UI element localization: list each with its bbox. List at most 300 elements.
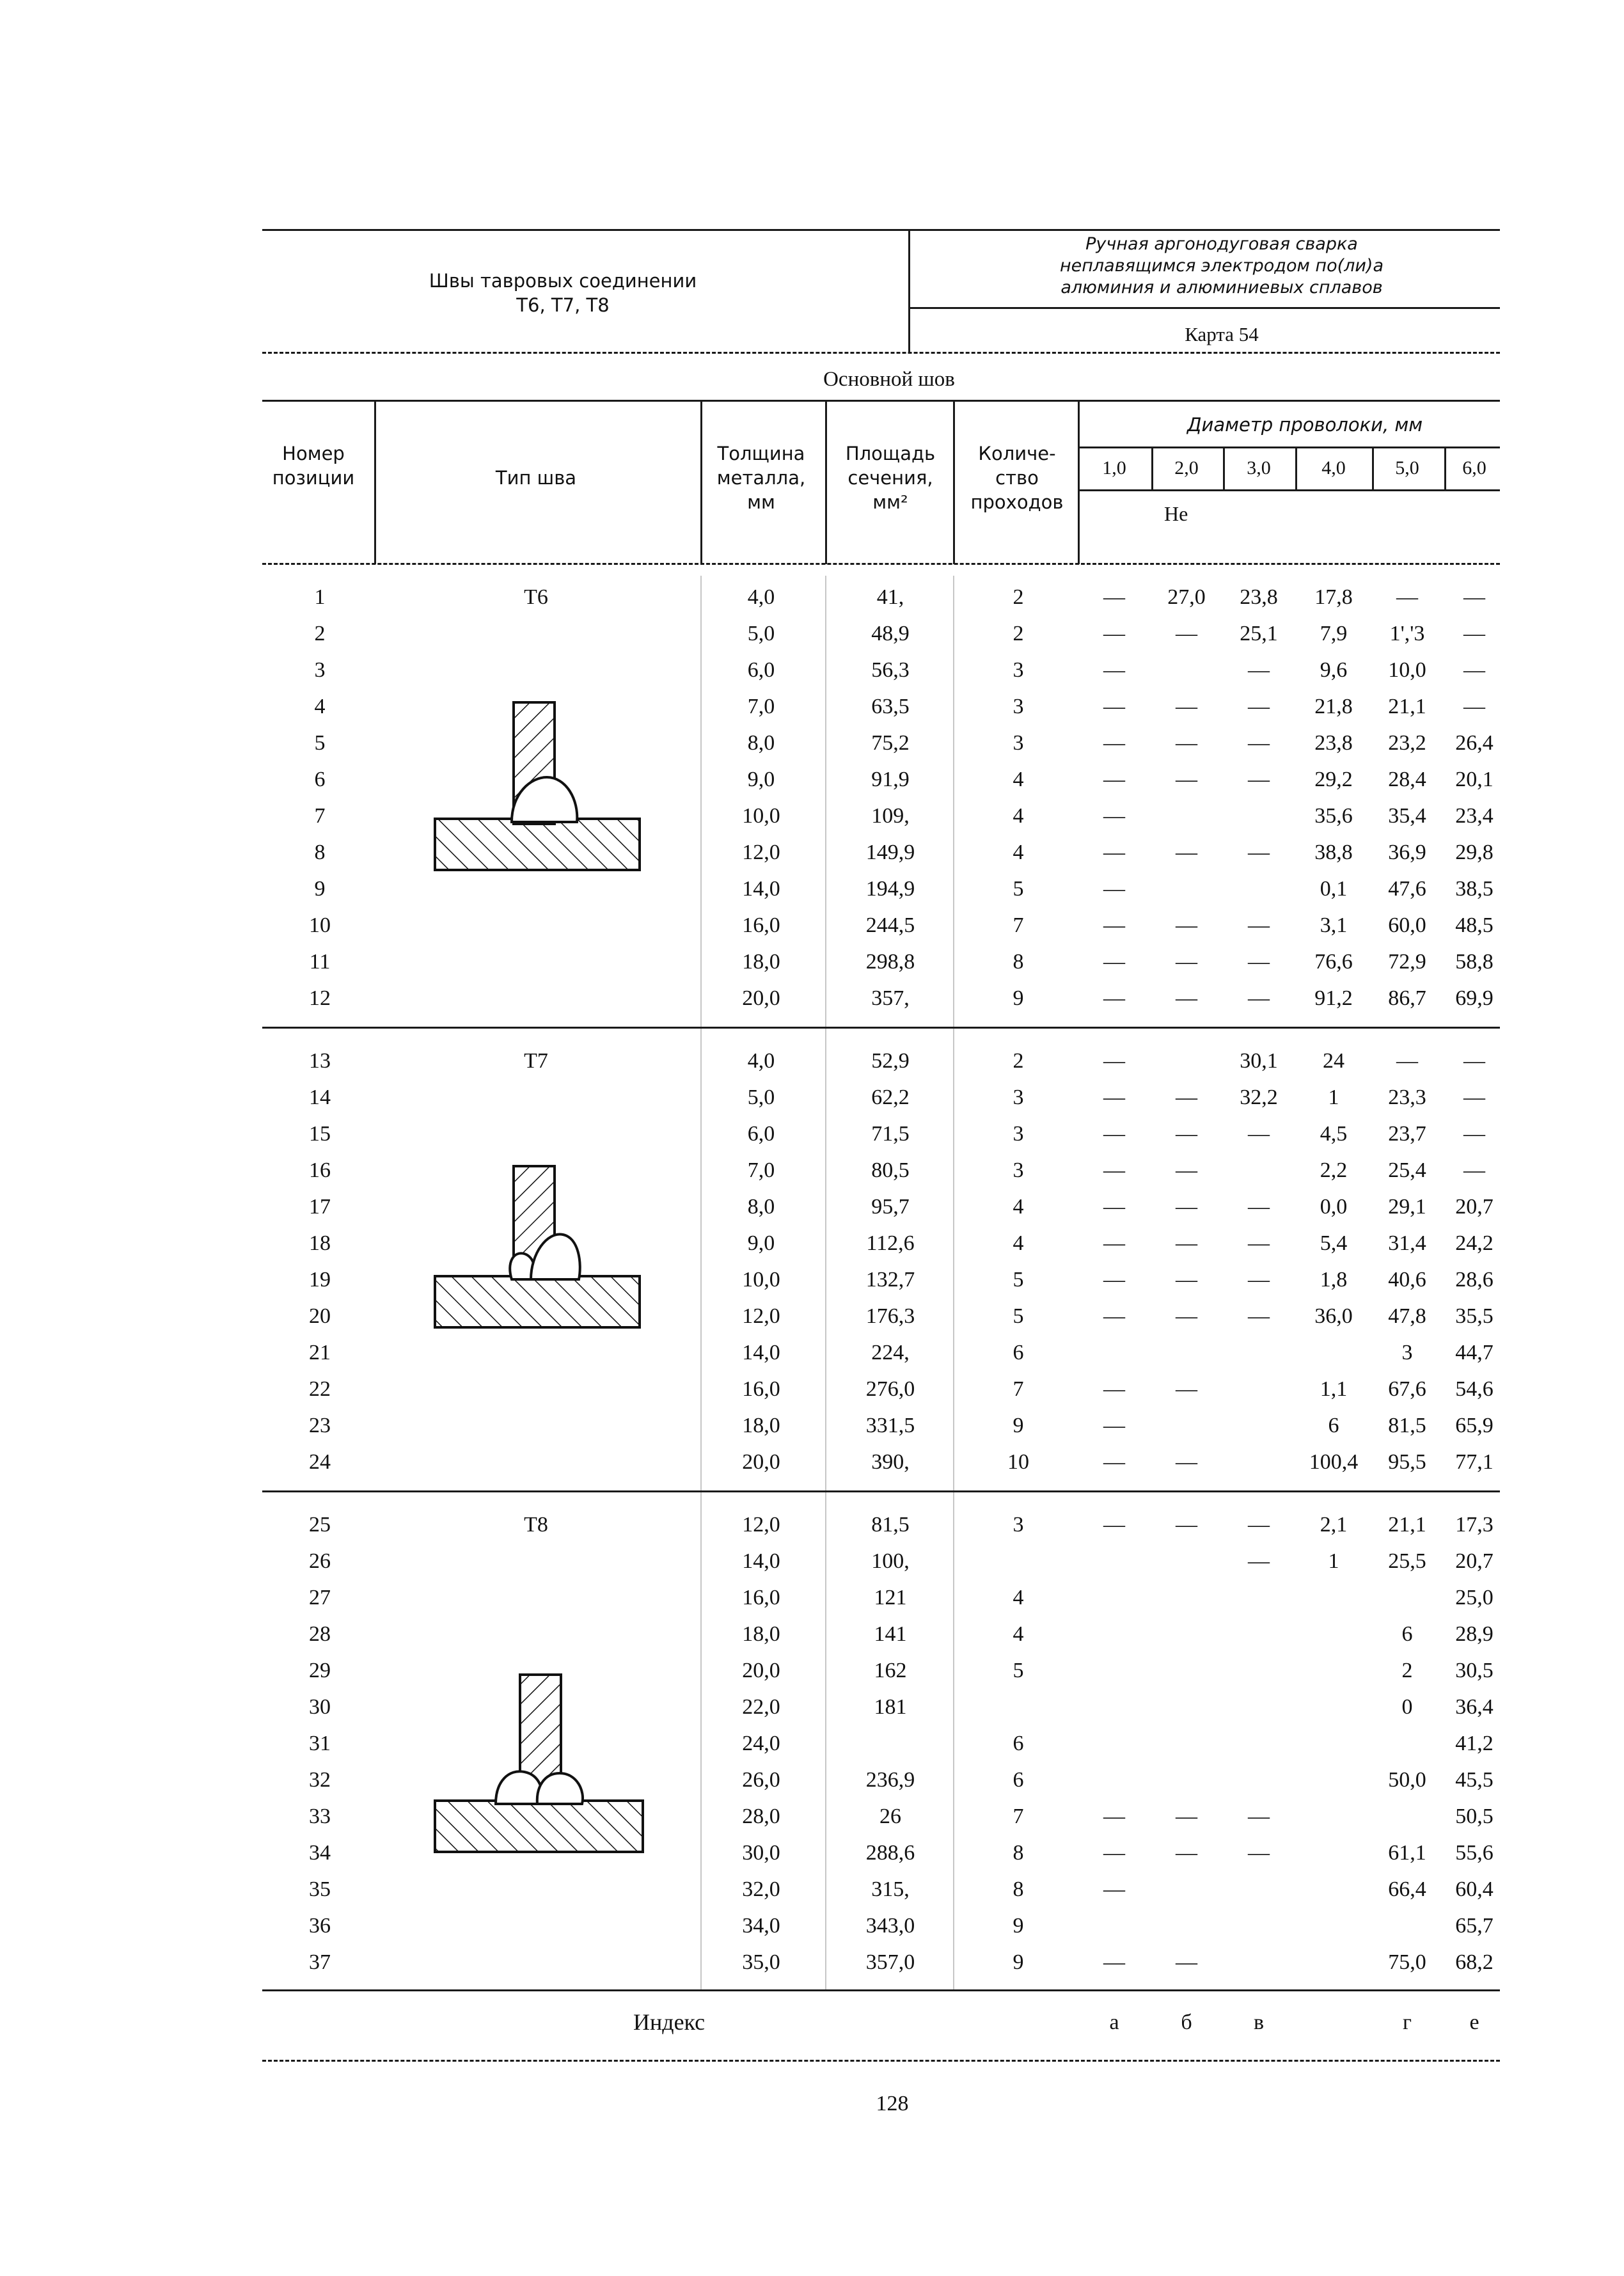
- cell-d5: 25,4: [1388, 1158, 1426, 1182]
- cell-d5: 23,7: [1388, 1122, 1426, 1146]
- vline-5: [1078, 400, 1080, 564]
- rule-diameter-bottom: [1078, 489, 1500, 491]
- cell-position: 10: [309, 913, 331, 937]
- cell-passes: 8: [1013, 1877, 1024, 1901]
- cell-passes: 3: [1013, 731, 1024, 755]
- index-letter: е: [1469, 2011, 1479, 2034]
- cell-position: 37: [309, 1950, 331, 1974]
- cell-d3: —: [1248, 1195, 1270, 1219]
- cell-d6: 20,7: [1455, 1195, 1494, 1219]
- cell-thickness: 9,0: [747, 1231, 775, 1255]
- cell-d3: —: [1248, 731, 1270, 755]
- cell-thickness: 12,0: [742, 841, 780, 864]
- doc-title-right-line3: алюминия и алюминиевых сплавов: [1060, 278, 1383, 297]
- cell-thickness: 10,0: [742, 1268, 780, 1292]
- cell-thickness: 10,0: [742, 804, 780, 828]
- cell-d1: —: [1103, 1950, 1125, 1974]
- col-header-diameter: Диаметр проволоки, мм: [1186, 414, 1423, 436]
- doc-title-left-line2: Т6, Т7, Т8: [516, 294, 610, 316]
- cell-position: 14: [309, 1086, 331, 1109]
- cell-d5: 35,4: [1388, 804, 1426, 828]
- cell-d4: 0,1: [1320, 877, 1348, 901]
- type-label-t8: Т8: [524, 1513, 548, 1537]
- cell-d6: 54,6: [1455, 1377, 1494, 1401]
- rule-top: [262, 229, 1500, 231]
- col-header-position: Номер позиции: [272, 443, 355, 489]
- cell-d6: 68,2: [1455, 1950, 1494, 1974]
- cell-position: 25: [309, 1513, 331, 1537]
- cell-area: 80,5: [871, 1158, 910, 1182]
- cell-d3: —: [1248, 1841, 1270, 1865]
- cell-passes: 9: [1013, 1950, 1024, 1974]
- cell-d4: 5,4: [1320, 1231, 1348, 1255]
- cell-d1: —: [1103, 950, 1125, 974]
- cell-d2: —: [1176, 768, 1197, 791]
- cell-passes: 2: [1013, 1049, 1024, 1073]
- cell-thickness: 7,0: [747, 695, 775, 718]
- cell-d1: —: [1103, 877, 1125, 901]
- cell-area: 288,6: [865, 1841, 915, 1865]
- cell-passes: 3: [1013, 695, 1024, 718]
- cell-d5: 36,9: [1388, 841, 1426, 864]
- cell-d5: 28,4: [1388, 768, 1426, 791]
- rule-group-2: [262, 1490, 1500, 1492]
- diameter-label: 3,0: [1247, 457, 1271, 478]
- cell-d6: 65,7: [1455, 1914, 1494, 1938]
- cell-d3: —: [1248, 1122, 1270, 1146]
- cell-position: 35: [309, 1877, 331, 1901]
- index-label: Индекс: [633, 2009, 706, 2035]
- diameter-label: 4,0: [1321, 457, 1346, 478]
- rule-section: [262, 400, 1500, 402]
- cell-d2: —: [1176, 1513, 1197, 1537]
- cell-area: 52,9: [871, 1049, 910, 1073]
- cell-position: 3: [314, 658, 326, 682]
- cell-thickness: 12,0: [742, 1304, 780, 1328]
- cell-d2: —: [1176, 986, 1197, 1010]
- cell-position: 24: [309, 1450, 331, 1474]
- cell-d5: 61,1: [1388, 1841, 1426, 1865]
- vline-4: [953, 400, 955, 564]
- cell-area: 48,9: [871, 622, 910, 645]
- cell-position: 4: [314, 695, 326, 718]
- cell-passes: 8: [1013, 950, 1024, 974]
- cell-d2: —: [1176, 1950, 1197, 1974]
- cell-d1: —: [1103, 1450, 1125, 1474]
- cell-passes: 4: [1013, 1622, 1024, 1646]
- cell-d6: 36,4: [1455, 1695, 1494, 1719]
- cell-thickness: 14,0: [742, 877, 780, 901]
- cell-thickness: 20,0: [742, 986, 780, 1010]
- doc-title-right-line2: неплавящимся электродом по(ли)а: [1060, 256, 1384, 276]
- cell-thickness: 20,0: [742, 1659, 780, 1682]
- column-separator: [825, 576, 826, 1989]
- cell-d1: —: [1103, 1122, 1125, 1146]
- cell-d1: —: [1103, 913, 1125, 937]
- index-letter: б: [1181, 2011, 1192, 2034]
- cell-d5: 6: [1401, 1622, 1413, 1646]
- type-label-t7: Т7: [524, 1049, 548, 1073]
- cell-position: 31: [309, 1732, 331, 1755]
- cell-area: 315,: [871, 1877, 910, 1901]
- cell-area: 176,3: [865, 1304, 915, 1328]
- doc-title-left-line1: Швы тавровых соединении: [429, 270, 697, 292]
- cell-position: 9: [314, 877, 326, 901]
- cell-d2: —: [1176, 841, 1197, 864]
- cell-d5: 47,6: [1388, 877, 1426, 901]
- rule-header-mid: [908, 307, 1500, 309]
- cell-d5: —: [1396, 1049, 1418, 1073]
- cell-d6: 28,6: [1455, 1268, 1494, 1292]
- cell-d5: 2: [1401, 1659, 1413, 1682]
- index-letter: в: [1253, 2011, 1265, 2034]
- cell-thickness: 18,0: [742, 950, 780, 974]
- cell-d1: —: [1103, 1841, 1125, 1865]
- cell-d4: 2,2: [1320, 1158, 1348, 1182]
- cell-thickness: 6,0: [747, 1122, 775, 1146]
- cell-d6: 24,2: [1455, 1231, 1494, 1255]
- cell-d1: —: [1103, 731, 1125, 755]
- doc-title-right: [1060, 233, 1384, 299]
- cell-d5: 60,0: [1388, 913, 1426, 937]
- cell-thickness: 28,0: [742, 1805, 780, 1828]
- cell-area: 91,9: [871, 768, 910, 791]
- cell-passes: 10: [1007, 1450, 1029, 1474]
- cell-d2: —: [1176, 1304, 1197, 1328]
- cell-d5: 95,5: [1388, 1450, 1426, 1474]
- cell-d1: —: [1103, 1086, 1125, 1109]
- cell-area: 162: [874, 1659, 907, 1682]
- cell-thickness: 14,0: [742, 1341, 780, 1364]
- cell-position: 13: [309, 1049, 331, 1073]
- cell-passes: 6: [1013, 1732, 1024, 1755]
- weld-diagram-t6: [435, 697, 646, 876]
- cell-position: 17: [309, 1195, 331, 1219]
- cell-thickness: 26,0: [742, 1768, 780, 1792]
- cell-thickness: 16,0: [742, 1586, 780, 1609]
- cell-d5: 31,4: [1388, 1231, 1426, 1255]
- rule-diameter-top: [1078, 447, 1500, 448]
- rule-header-end: [262, 563, 1500, 565]
- cell-d1: —: [1103, 986, 1125, 1010]
- cell-d3: —: [1248, 1805, 1270, 1828]
- rule-table-end: [262, 1989, 1500, 1991]
- cell-d1: —: [1103, 1304, 1125, 1328]
- diameter-separator: [1223, 447, 1225, 489]
- cell-d1: —: [1103, 1049, 1125, 1073]
- cell-area: 357,0: [865, 1950, 915, 1974]
- cell-d1: —: [1103, 1513, 1125, 1537]
- index-letter: а: [1109, 2011, 1119, 2034]
- section-title: Основной шов: [823, 368, 955, 391]
- cell-d3: —: [1248, 768, 1270, 791]
- cell-area: 75,2: [871, 731, 910, 755]
- cell-d5: 29,1: [1388, 1195, 1426, 1219]
- cell-area: 109,: [871, 804, 910, 828]
- cell-passes: 9: [1013, 986, 1024, 1010]
- cell-thickness: 8,0: [747, 731, 775, 755]
- cell-position: 33: [309, 1805, 331, 1828]
- cell-d2: —: [1176, 622, 1197, 645]
- cell-d6: 65,9: [1455, 1414, 1494, 1437]
- col-header-passes: Количе- ство проходов: [970, 443, 1064, 513]
- cell-position: 23: [309, 1414, 331, 1437]
- col-header-thickness: Толщина металла, мм: [716, 443, 806, 513]
- cell-d1: —: [1103, 804, 1125, 828]
- cell-passes: 3: [1013, 1158, 1024, 1182]
- cell-thickness: 34,0: [742, 1914, 780, 1938]
- cell-d3: —: [1248, 658, 1270, 682]
- rule-header-divider: [908, 229, 910, 352]
- cell-thickness: 14,0: [742, 1549, 780, 1573]
- cell-d1: —: [1103, 622, 1125, 645]
- cell-area: 331,5: [865, 1414, 915, 1437]
- cell-position: 27: [309, 1586, 331, 1609]
- cell-passes: 7: [1013, 913, 1024, 937]
- cell-position: 26: [309, 1549, 331, 1573]
- cell-d6: 50,5: [1455, 1805, 1494, 1828]
- cell-area: 244,5: [865, 913, 915, 937]
- cell-d1: —: [1103, 1877, 1125, 1901]
- cell-d2: —: [1176, 1086, 1197, 1109]
- diameter-separator: [1444, 447, 1446, 489]
- cell-d6: 60,4: [1455, 1877, 1494, 1901]
- cell-d4: 23,8: [1314, 731, 1353, 755]
- cell-d4: 35,6: [1314, 804, 1353, 828]
- cell-d5: 21,1: [1388, 1513, 1426, 1537]
- cell-d4: 2,1: [1320, 1513, 1348, 1537]
- cell-d4: 17,8: [1314, 585, 1353, 609]
- cell-d4: 7,9: [1320, 622, 1348, 645]
- cell-d1: —: [1103, 1231, 1125, 1255]
- cell-d1: —: [1103, 695, 1125, 718]
- cell-d6: 25,0: [1455, 1586, 1494, 1609]
- cell-passes: 7: [1013, 1805, 1024, 1828]
- cell-d5: 0: [1401, 1695, 1413, 1719]
- cell-d1: —: [1103, 1377, 1125, 1401]
- cell-area: 62,2: [871, 1086, 910, 1109]
- cell-thickness: 9,0: [747, 768, 775, 791]
- cell-d3: —: [1248, 1231, 1270, 1255]
- gas-label: Не: [1164, 502, 1188, 525]
- cell-passes: 4: [1013, 804, 1024, 828]
- cell-thickness: 5,0: [747, 622, 775, 645]
- diameter-label: 2,0: [1174, 457, 1199, 478]
- cell-d6: —: [1463, 658, 1485, 682]
- cell-passes: 3: [1013, 1513, 1024, 1537]
- cell-d2: —: [1176, 913, 1197, 937]
- cell-area: 132,7: [865, 1268, 915, 1292]
- cell-d2: 27,0: [1167, 585, 1206, 609]
- cell-d1: —: [1103, 841, 1125, 864]
- cell-thickness: 16,0: [742, 913, 780, 937]
- cell-passes: 8: [1013, 1841, 1024, 1865]
- cell-area: 390,: [871, 1450, 910, 1474]
- cell-thickness: 16,0: [742, 1377, 780, 1401]
- cell-d1: —: [1103, 1268, 1125, 1292]
- cell-area: 298,8: [865, 950, 915, 974]
- cell-area: 56,3: [871, 658, 910, 682]
- cell-position: 32: [309, 1768, 331, 1792]
- cell-position: 19: [309, 1268, 331, 1292]
- cell-d2: —: [1176, 695, 1197, 718]
- cell-area: 343,0: [865, 1914, 915, 1938]
- diameter-label: 1,0: [1102, 457, 1126, 478]
- cell-thickness: 32,0: [742, 1877, 780, 1901]
- cell-d2: —: [1176, 1195, 1197, 1219]
- cell-thickness: 22,0: [742, 1695, 780, 1719]
- col-header-type: Тип шва: [495, 467, 577, 489]
- cell-d1: —: [1103, 768, 1125, 791]
- cell-d3: 25,1: [1240, 622, 1278, 645]
- cell-passes: 4: [1013, 1586, 1024, 1609]
- cell-d4: 29,2: [1314, 768, 1353, 791]
- cell-d5: 23,3: [1388, 1086, 1426, 1109]
- cell-d4: 100,4: [1309, 1450, 1359, 1474]
- cell-position: 2: [314, 622, 326, 645]
- rule-header-bottom: [262, 352, 1500, 354]
- cell-d1: —: [1103, 585, 1125, 609]
- cell-passes: 9: [1013, 1414, 1024, 1437]
- cell-thickness: 18,0: [742, 1414, 780, 1437]
- cell-d5: 50,0: [1388, 1768, 1426, 1792]
- cell-thickness: 24,0: [742, 1732, 780, 1755]
- cell-d2: —: [1176, 731, 1197, 755]
- cell-d3: —: [1248, 841, 1270, 864]
- column-separator: [953, 576, 954, 1989]
- card-number: Карта 54: [1185, 323, 1259, 345]
- cell-thickness: 8,0: [747, 1195, 775, 1219]
- cell-d4: 6: [1328, 1414, 1339, 1437]
- cell-d3: 23,8: [1240, 585, 1278, 609]
- cell-d4: 76,6: [1314, 950, 1353, 974]
- cell-position: 18: [309, 1231, 331, 1255]
- cell-d6: 69,9: [1455, 986, 1494, 1010]
- cell-d6: 41,2: [1455, 1732, 1494, 1755]
- cell-area: 63,5: [871, 695, 910, 718]
- cell-d6: 35,5: [1455, 1304, 1494, 1328]
- cell-position: 8: [314, 841, 326, 864]
- cell-d5: 81,5: [1388, 1414, 1426, 1437]
- cell-d5: 67,6: [1388, 1377, 1426, 1401]
- cell-d4: 4,5: [1320, 1122, 1348, 1146]
- cell-area: 194,9: [865, 877, 915, 901]
- cell-d3: —: [1248, 950, 1270, 974]
- cell-d3: 32,2: [1240, 1086, 1278, 1109]
- cell-d2: —: [1176, 950, 1197, 974]
- cell-d3: —: [1248, 695, 1270, 718]
- diameter-separator: [1372, 447, 1374, 489]
- cell-d1: —: [1103, 658, 1125, 682]
- cell-position: 7: [314, 804, 326, 828]
- cell-d1: —: [1103, 1195, 1125, 1219]
- cell-position: 1: [314, 585, 326, 609]
- cell-thickness: 30,0: [742, 1841, 780, 1865]
- weld-diagram-t7: [435, 1161, 646, 1340]
- cell-d6: —: [1463, 1049, 1485, 1073]
- cell-d6: 20,1: [1455, 768, 1494, 791]
- cell-d4: 1,1: [1320, 1377, 1348, 1401]
- cell-passes: 2: [1013, 622, 1024, 645]
- rule-group-1: [262, 1027, 1500, 1029]
- cell-thickness: 5,0: [747, 1086, 775, 1109]
- cell-d6: 28,9: [1455, 1622, 1494, 1646]
- cell-d5: 72,9: [1388, 950, 1426, 974]
- cell-position: 16: [309, 1158, 331, 1182]
- cell-d4: 0,0: [1320, 1195, 1348, 1219]
- cell-position: 28: [309, 1622, 331, 1646]
- cell-d3: —: [1248, 1268, 1270, 1292]
- cell-d6: 17,3: [1455, 1513, 1494, 1537]
- cell-d3: 30,1: [1240, 1049, 1278, 1073]
- cell-d6: —: [1463, 1086, 1485, 1109]
- cell-d2: —: [1176, 1158, 1197, 1182]
- cell-d4: 21,8: [1314, 695, 1353, 718]
- cell-d4: 1: [1328, 1086, 1339, 1109]
- diameter-separator: [1151, 447, 1153, 489]
- cell-passes: 5: [1013, 877, 1024, 901]
- cell-d5: 1','3: [1389, 622, 1425, 645]
- cell-area: 81,5: [871, 1513, 910, 1537]
- cell-d1: —: [1103, 1414, 1125, 1437]
- cell-passes: 6: [1013, 1341, 1024, 1364]
- cell-d3: —: [1248, 1549, 1270, 1573]
- cell-d2: —: [1176, 1377, 1197, 1401]
- cell-thickness: 4,0: [747, 1049, 775, 1073]
- cell-area: 141: [874, 1622, 907, 1646]
- cell-position: 21: [309, 1341, 331, 1364]
- cell-position: 20: [309, 1304, 331, 1328]
- cell-position: 36: [309, 1914, 331, 1938]
- cell-d5: 21,1: [1388, 695, 1426, 718]
- cell-d4: 91,2: [1314, 986, 1353, 1010]
- cell-passes: 3: [1013, 658, 1024, 682]
- cell-d2: —: [1176, 1231, 1197, 1255]
- cell-area: 357,: [871, 986, 910, 1010]
- cell-d4: 38,8: [1314, 841, 1353, 864]
- cell-d4: 36,0: [1314, 1304, 1353, 1328]
- cell-area: 26: [879, 1805, 901, 1828]
- vline-2: [700, 400, 702, 564]
- cell-area: 100,: [871, 1549, 910, 1573]
- cell-d1: —: [1103, 1805, 1125, 1828]
- cell-position: 12: [309, 986, 331, 1010]
- cell-passes: 4: [1013, 1195, 1024, 1219]
- cell-thickness: 20,0: [742, 1450, 780, 1474]
- cell-area: 181: [874, 1695, 907, 1719]
- cell-passes: 5: [1013, 1268, 1024, 1292]
- cell-area: 71,5: [871, 1122, 910, 1146]
- cell-d6: 30,5: [1455, 1659, 1494, 1682]
- cell-d6: —: [1463, 585, 1485, 609]
- cell-d4: 9,6: [1320, 658, 1348, 682]
- cell-d5: —: [1396, 585, 1418, 609]
- rule-index-bottom: [262, 2060, 1500, 2062]
- cell-area: 236,9: [865, 1768, 915, 1792]
- cell-thickness: 7,0: [747, 1158, 775, 1182]
- cell-d6: —: [1463, 622, 1485, 645]
- cell-d6: 77,1: [1455, 1450, 1494, 1474]
- cell-d4: 1,8: [1320, 1268, 1348, 1292]
- cell-passes: 2: [1013, 585, 1024, 609]
- cell-thickness: 12,0: [742, 1513, 780, 1537]
- cell-d6: 55,6: [1455, 1841, 1494, 1865]
- vline-3: [825, 400, 827, 564]
- cell-passes: 3: [1013, 1122, 1024, 1146]
- cell-passes: 6: [1013, 1768, 1024, 1792]
- cell-position: 11: [309, 950, 331, 974]
- cell-position: 6: [314, 768, 326, 791]
